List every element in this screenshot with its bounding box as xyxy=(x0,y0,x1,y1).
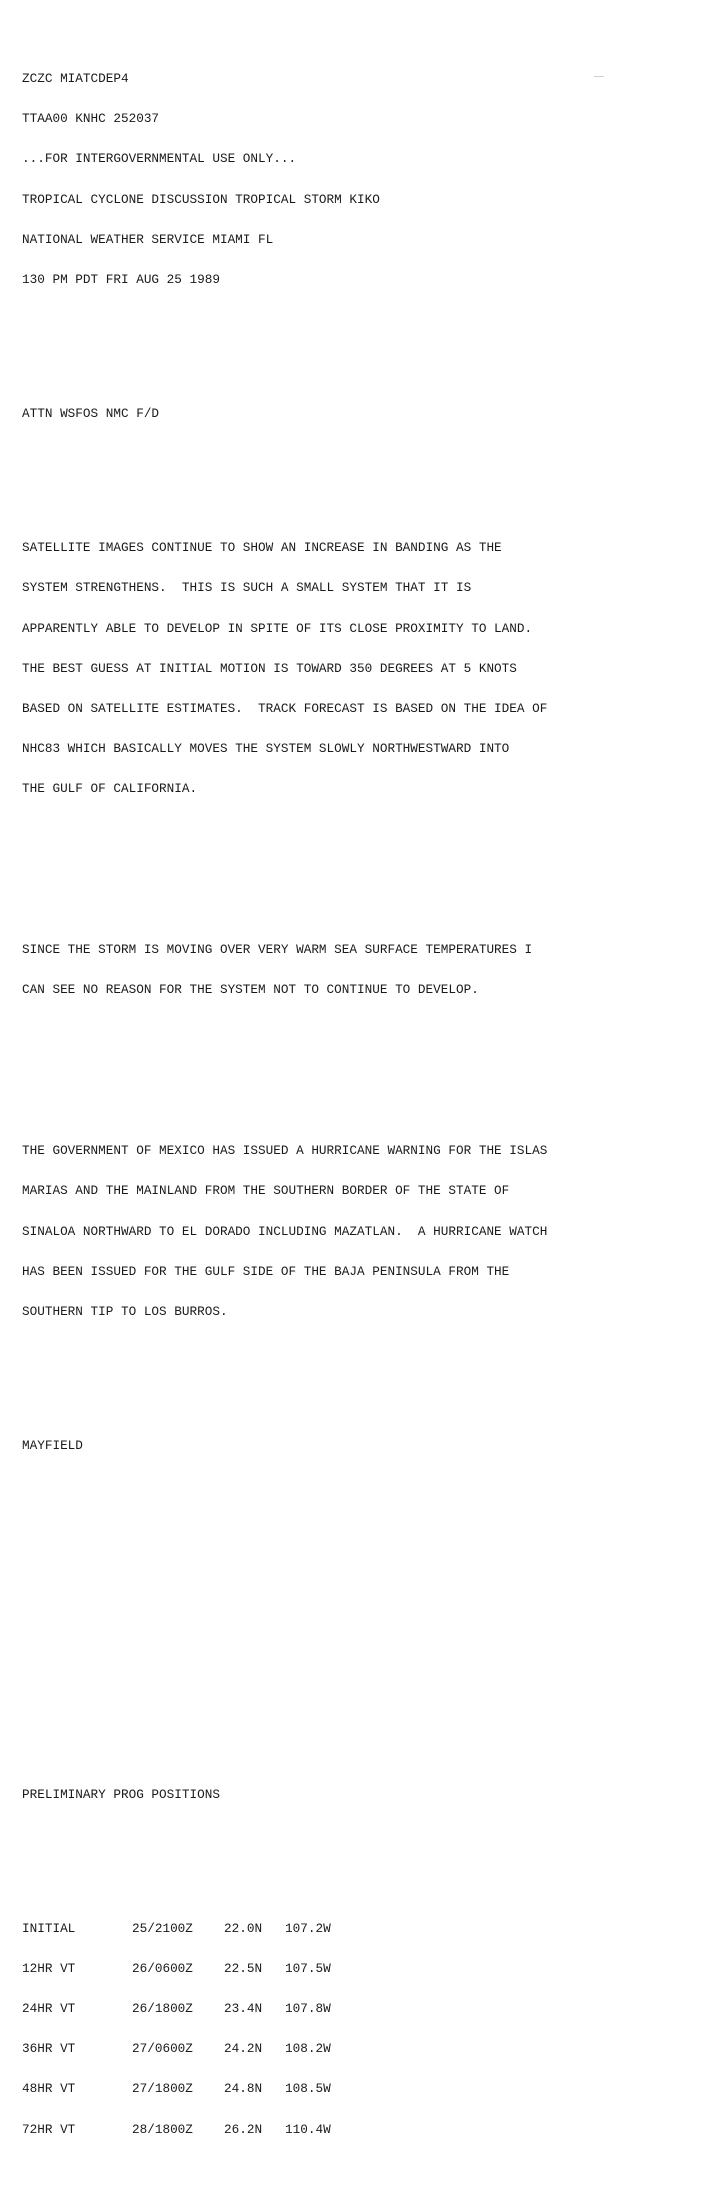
prog-row xyxy=(22,2123,547,2136)
prog-time: 27/1800Z xyxy=(132,2081,193,2097)
text-line: SINCE THE STORM IS MOVING OVER VERY WARM SEA SURFACE TEMPERATURES I xyxy=(22,942,533,958)
text-line: THE BEST GUESS AT INITIAL MOTION IS TOWARD 350 DEGREES AT 5 KNOTS xyxy=(22,660,517,676)
prog-row xyxy=(22,1922,547,1935)
blank-line xyxy=(22,1385,547,1398)
prog-label: 72HR VT xyxy=(22,2121,76,2137)
prog-lon: 107.2W xyxy=(285,1920,331,1936)
prog-lon: 108.5W xyxy=(285,2081,331,2097)
prog-row xyxy=(22,2082,547,2095)
text-line: NHC83 WHICH BASICALLY MOVES THE SYSTEM SLOWLY NORTHWESTWARD INTO xyxy=(22,741,510,757)
text-line: THE GOVERNMENT OF MEXICO HAS ISSUED A HURRICANE WARNING FOR THE ISLAS xyxy=(22,1143,548,1159)
text-line: APPARENTLY ABLE TO DEVELOP IN SPITE OF ITS CLOSE PROXIMITY TO LAND. xyxy=(22,620,533,636)
prog-lat: 24.8N xyxy=(224,2081,263,2097)
forecaster-signature: MAYFIELD xyxy=(22,1438,83,1454)
blank-line xyxy=(22,1694,547,1707)
prog-lat: 24.2N xyxy=(224,2041,263,2057)
prog-lat: 26.2N xyxy=(224,2121,263,2137)
text-line: SINALOA NORTHWARD TO EL DORADO INCLUDING MAZATLAN. A HURRICANE WATCH xyxy=(22,1223,548,1239)
prog-lon: 108.2W xyxy=(285,2041,331,2057)
text-line: HAS BEEN ISSUED FOR THE GULF SIDE OF THE BAJA PENINSULA FROM THE xyxy=(22,1263,510,1279)
paragraph-development xyxy=(22,916,547,1023)
prog-table xyxy=(22,1895,547,2163)
prog-time: 27/0600Z xyxy=(132,2041,193,2057)
header-line: TTAA00 KNHC 252037 xyxy=(22,111,160,127)
blank-line xyxy=(22,1841,547,1854)
prog-title: PRELIMINARY PROG POSITIONS xyxy=(22,1786,220,1802)
paragraph-satellite xyxy=(22,514,547,822)
paragraph-warnings xyxy=(22,1117,547,1345)
header-line: TROPICAL CYCLONE DISCUSSION TROPICAL STORM KIKO xyxy=(22,191,380,207)
blank-line xyxy=(22,1064,547,1077)
blank-line xyxy=(22,1533,547,1546)
blank-line xyxy=(22,461,547,474)
blank-line xyxy=(22,353,547,366)
header-line: ZCZC MIATCDEP4 xyxy=(22,71,129,87)
prog-lat: 22.5N xyxy=(224,1960,263,1976)
header-line: NATIONAL WEATHER SERVICE MIAMI FL xyxy=(22,231,274,247)
prog-lon: 110.4W xyxy=(285,2121,331,2137)
prog-row xyxy=(22,2042,547,2055)
header-line: ...FOR INTERGOVERNMENTAL USE ONLY... xyxy=(22,151,297,167)
text-line: CAN SEE NO REASON FOR THE SYSTEM NOT TO CONTINUE TO DEVELOP. xyxy=(22,982,479,998)
blank-line xyxy=(22,1613,547,1626)
scan-smudge xyxy=(594,76,604,77)
blank-line xyxy=(22,1493,547,1506)
blank-line xyxy=(22,1573,547,1586)
prog-label: 12HR VT xyxy=(22,1960,76,1976)
message-header xyxy=(22,45,547,313)
prog-time: 25/2100Z xyxy=(132,1920,193,1936)
prog-lat: 22.0N xyxy=(224,1920,263,1936)
discussion-document xyxy=(22,5,547,2203)
prog-time: 28/1800Z xyxy=(132,2121,193,2137)
prog-row xyxy=(22,1962,547,1975)
attention-line: ATTN WSFOS NMC F/D xyxy=(22,406,160,422)
prog-lat: 23.4N xyxy=(224,2000,263,2016)
text-line: SYSTEM STRENGTHENS. THIS IS SUCH A SMALL SYSTEM THAT IT IS xyxy=(22,580,472,596)
prog-lon: 107.8W xyxy=(285,2000,331,2016)
prog-time: 26/0600Z xyxy=(132,1960,193,1976)
prog-row xyxy=(22,2002,547,2015)
prog-time: 26/1800Z xyxy=(132,2000,193,2016)
text-line: THE GULF OF CALIFORNIA. xyxy=(22,781,198,797)
prog-label: 36HR VT xyxy=(22,2041,76,2057)
header-line: 130 PM PDT FRI AUG 25 1989 xyxy=(22,272,220,288)
prog-label: INITIAL xyxy=(22,1920,76,1936)
blank-line xyxy=(22,863,547,876)
text-line: BASED ON SATELLITE ESTIMATES. TRACK FORECAST IS BASED ON THE IDEA OF xyxy=(22,700,548,716)
text-line: MARIAS AND THE MAINLAND FROM THE SOUTHERN BORDER OF THE STATE OF xyxy=(22,1183,510,1199)
prog-lon: 107.5W xyxy=(285,1960,331,1976)
text-line: SATELLITE IMAGES CONTINUE TO SHOW AN INCREASE IN BANDING AS THE xyxy=(22,540,502,556)
prog-label: 24HR VT xyxy=(22,2000,76,2016)
prog-label: 48HR VT xyxy=(22,2081,76,2097)
blank-line xyxy=(22,1734,547,1747)
blank-line xyxy=(22,1653,547,1666)
text-line: SOUTHERN TIP TO LOS BURROS. xyxy=(22,1304,228,1320)
